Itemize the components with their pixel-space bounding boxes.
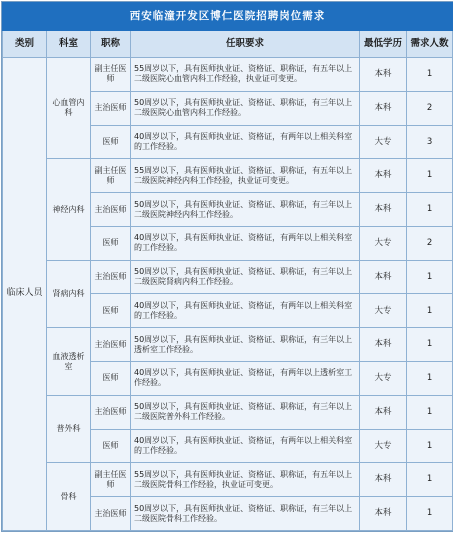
department-cell: 骨科 — [47, 463, 91, 531]
header-requirement: 任职要求 — [131, 31, 360, 58]
department-cell: 血液透析室 — [47, 328, 91, 396]
department-cell: 肾病内科 — [47, 260, 91, 328]
position-cell: 医师 — [91, 125, 131, 159]
table-row — [3, 328, 453, 362]
education-cell: 本科 — [360, 497, 407, 531]
table-body — [3, 58, 453, 531]
position-cell: 医师 — [91, 362, 131, 396]
header-department: 科室 — [47, 31, 91, 58]
count-cell: 1 — [407, 497, 453, 531]
header-position: 职称 — [91, 31, 131, 58]
position-cell: 主治医师 — [91, 328, 131, 362]
recruitment-table-sheet — [1, 1, 453, 532]
requirement-cell: 50周岁以下，具有医师执业证、资格证、职称证，有三年以上二级医院骨科工作经验。 — [131, 497, 360, 531]
requirement-cell: 40周岁以下，具有医师执业证、资格证，有两年以上相关科室的工作经验。 — [131, 294, 360, 328]
table-row — [3, 260, 453, 294]
education-cell: 大专 — [360, 125, 407, 159]
count-cell: 1 — [407, 260, 453, 294]
requirement-cell: 50周岁以下，具有医师执业证、资格证、职称证，有三年以上透析室工作经验。 — [131, 328, 360, 362]
table-row — [3, 395, 453, 429]
position-cell: 副主任医师 — [91, 463, 131, 497]
category-cell: 临床人员 — [3, 58, 47, 531]
position-cell: 医师 — [91, 226, 131, 260]
count-cell: 1 — [407, 159, 453, 193]
requirement-cell: 50周岁以下，具有医师执业证、资格证、职称证，有三年以上二级医院心血管内科工作经验。 — [131, 91, 360, 125]
education-cell: 本科 — [360, 58, 407, 92]
position-cell: 主治医师 — [91, 497, 131, 531]
requirement-cell: 40周岁以下，具有医师执业证、资格证，有两年以上透析室工作经验。 — [131, 362, 360, 396]
header-category: 类别 — [3, 31, 47, 58]
education-cell: 本科 — [360, 193, 407, 227]
requirement-cell: 55周岁以下，具有医师执业证、资格证、职称证，有五年以上二级医院骨科工作经验，执业证可变更。 — [131, 463, 360, 497]
department-cell: 神经内科 — [47, 159, 91, 260]
requirement-cell: 50周岁以下，具有医师执业证、资格证、职称证，有三年以上二级医院普外科工作经验。 — [131, 395, 360, 429]
education-cell: 大专 — [360, 226, 407, 260]
count-cell: 2 — [407, 226, 453, 260]
requirement-cell: 55周岁以下，具有医师执业证、资格证、职称证，有五年以上二级医院心血管内科工作经验，执业证可变更。 — [131, 58, 360, 92]
position-cell: 主治医师 — [91, 395, 131, 429]
education-cell: 大专 — [360, 294, 407, 328]
requirement-cell: 50周岁以下，具有医师执业证、资格证、职称证，有三年以上二级医院肾病内科工作经验。 — [131, 260, 360, 294]
count-cell: 1 — [407, 58, 453, 92]
count-cell: 2 — [407, 91, 453, 125]
count-cell: 1 — [407, 429, 453, 463]
education-cell: 大专 — [360, 429, 407, 463]
position-cell: 主治医师 — [91, 91, 131, 125]
header-education: 最低学历 — [360, 31, 407, 58]
title-row — [3, 3, 453, 31]
count-cell: 1 — [407, 328, 453, 362]
education-cell: 本科 — [360, 91, 407, 125]
requirement-cell: 40周岁以下，具有医师执业证、资格证，有两年以上相关科室的工作经验。 — [131, 226, 360, 260]
header-row — [3, 31, 453, 58]
count-cell: 1 — [407, 395, 453, 429]
table-row — [3, 463, 453, 497]
requirement-cell: 50周岁以下，具有医师执业证、资格证、职称证，有三年以上二级医院神经内科工作经验。 — [131, 193, 360, 227]
requirement-cell: 55周岁以下，具有医师执业证、资格证、职称证，有五年以上二级医院神经内科工作经验，执业证可变更。 — [131, 159, 360, 193]
position-cell: 医师 — [91, 429, 131, 463]
count-cell: 1 — [407, 362, 453, 396]
education-cell: 本科 — [360, 260, 407, 294]
count-cell: 1 — [407, 193, 453, 227]
position-cell: 副主任医师 — [91, 58, 131, 92]
education-cell: 大专 — [360, 362, 407, 396]
position-cell: 主治医师 — [91, 260, 131, 294]
requirement-cell: 40周岁以下，具有医师执业证、资格证，有两年以上相关科室的工作经验。 — [131, 429, 360, 463]
recruitment-table — [2, 2, 453, 531]
education-cell: 本科 — [360, 328, 407, 362]
department-cell: 普外科 — [47, 395, 91, 463]
education-cell: 本科 — [360, 463, 407, 497]
position-cell: 主治医师 — [91, 193, 131, 227]
position-cell: 副主任医师 — [91, 159, 131, 193]
education-cell: 本科 — [360, 159, 407, 193]
header-count: 需求人数 — [407, 31, 453, 58]
requirement-cell: 40周岁以下，具有医师执业证、资格证，有两年以上相关科室的工作经验。 — [131, 125, 360, 159]
count-cell: 1 — [407, 294, 453, 328]
count-cell: 1 — [407, 463, 453, 497]
table-row — [3, 58, 453, 92]
position-cell: 医师 — [91, 294, 131, 328]
education-cell: 本科 — [360, 395, 407, 429]
table-row — [3, 159, 453, 193]
count-cell: 3 — [407, 125, 453, 159]
page-title: 西安临潼开发区博仁医院招聘岗位需求 — [3, 3, 453, 31]
department-cell: 心血管内科 — [47, 58, 91, 159]
